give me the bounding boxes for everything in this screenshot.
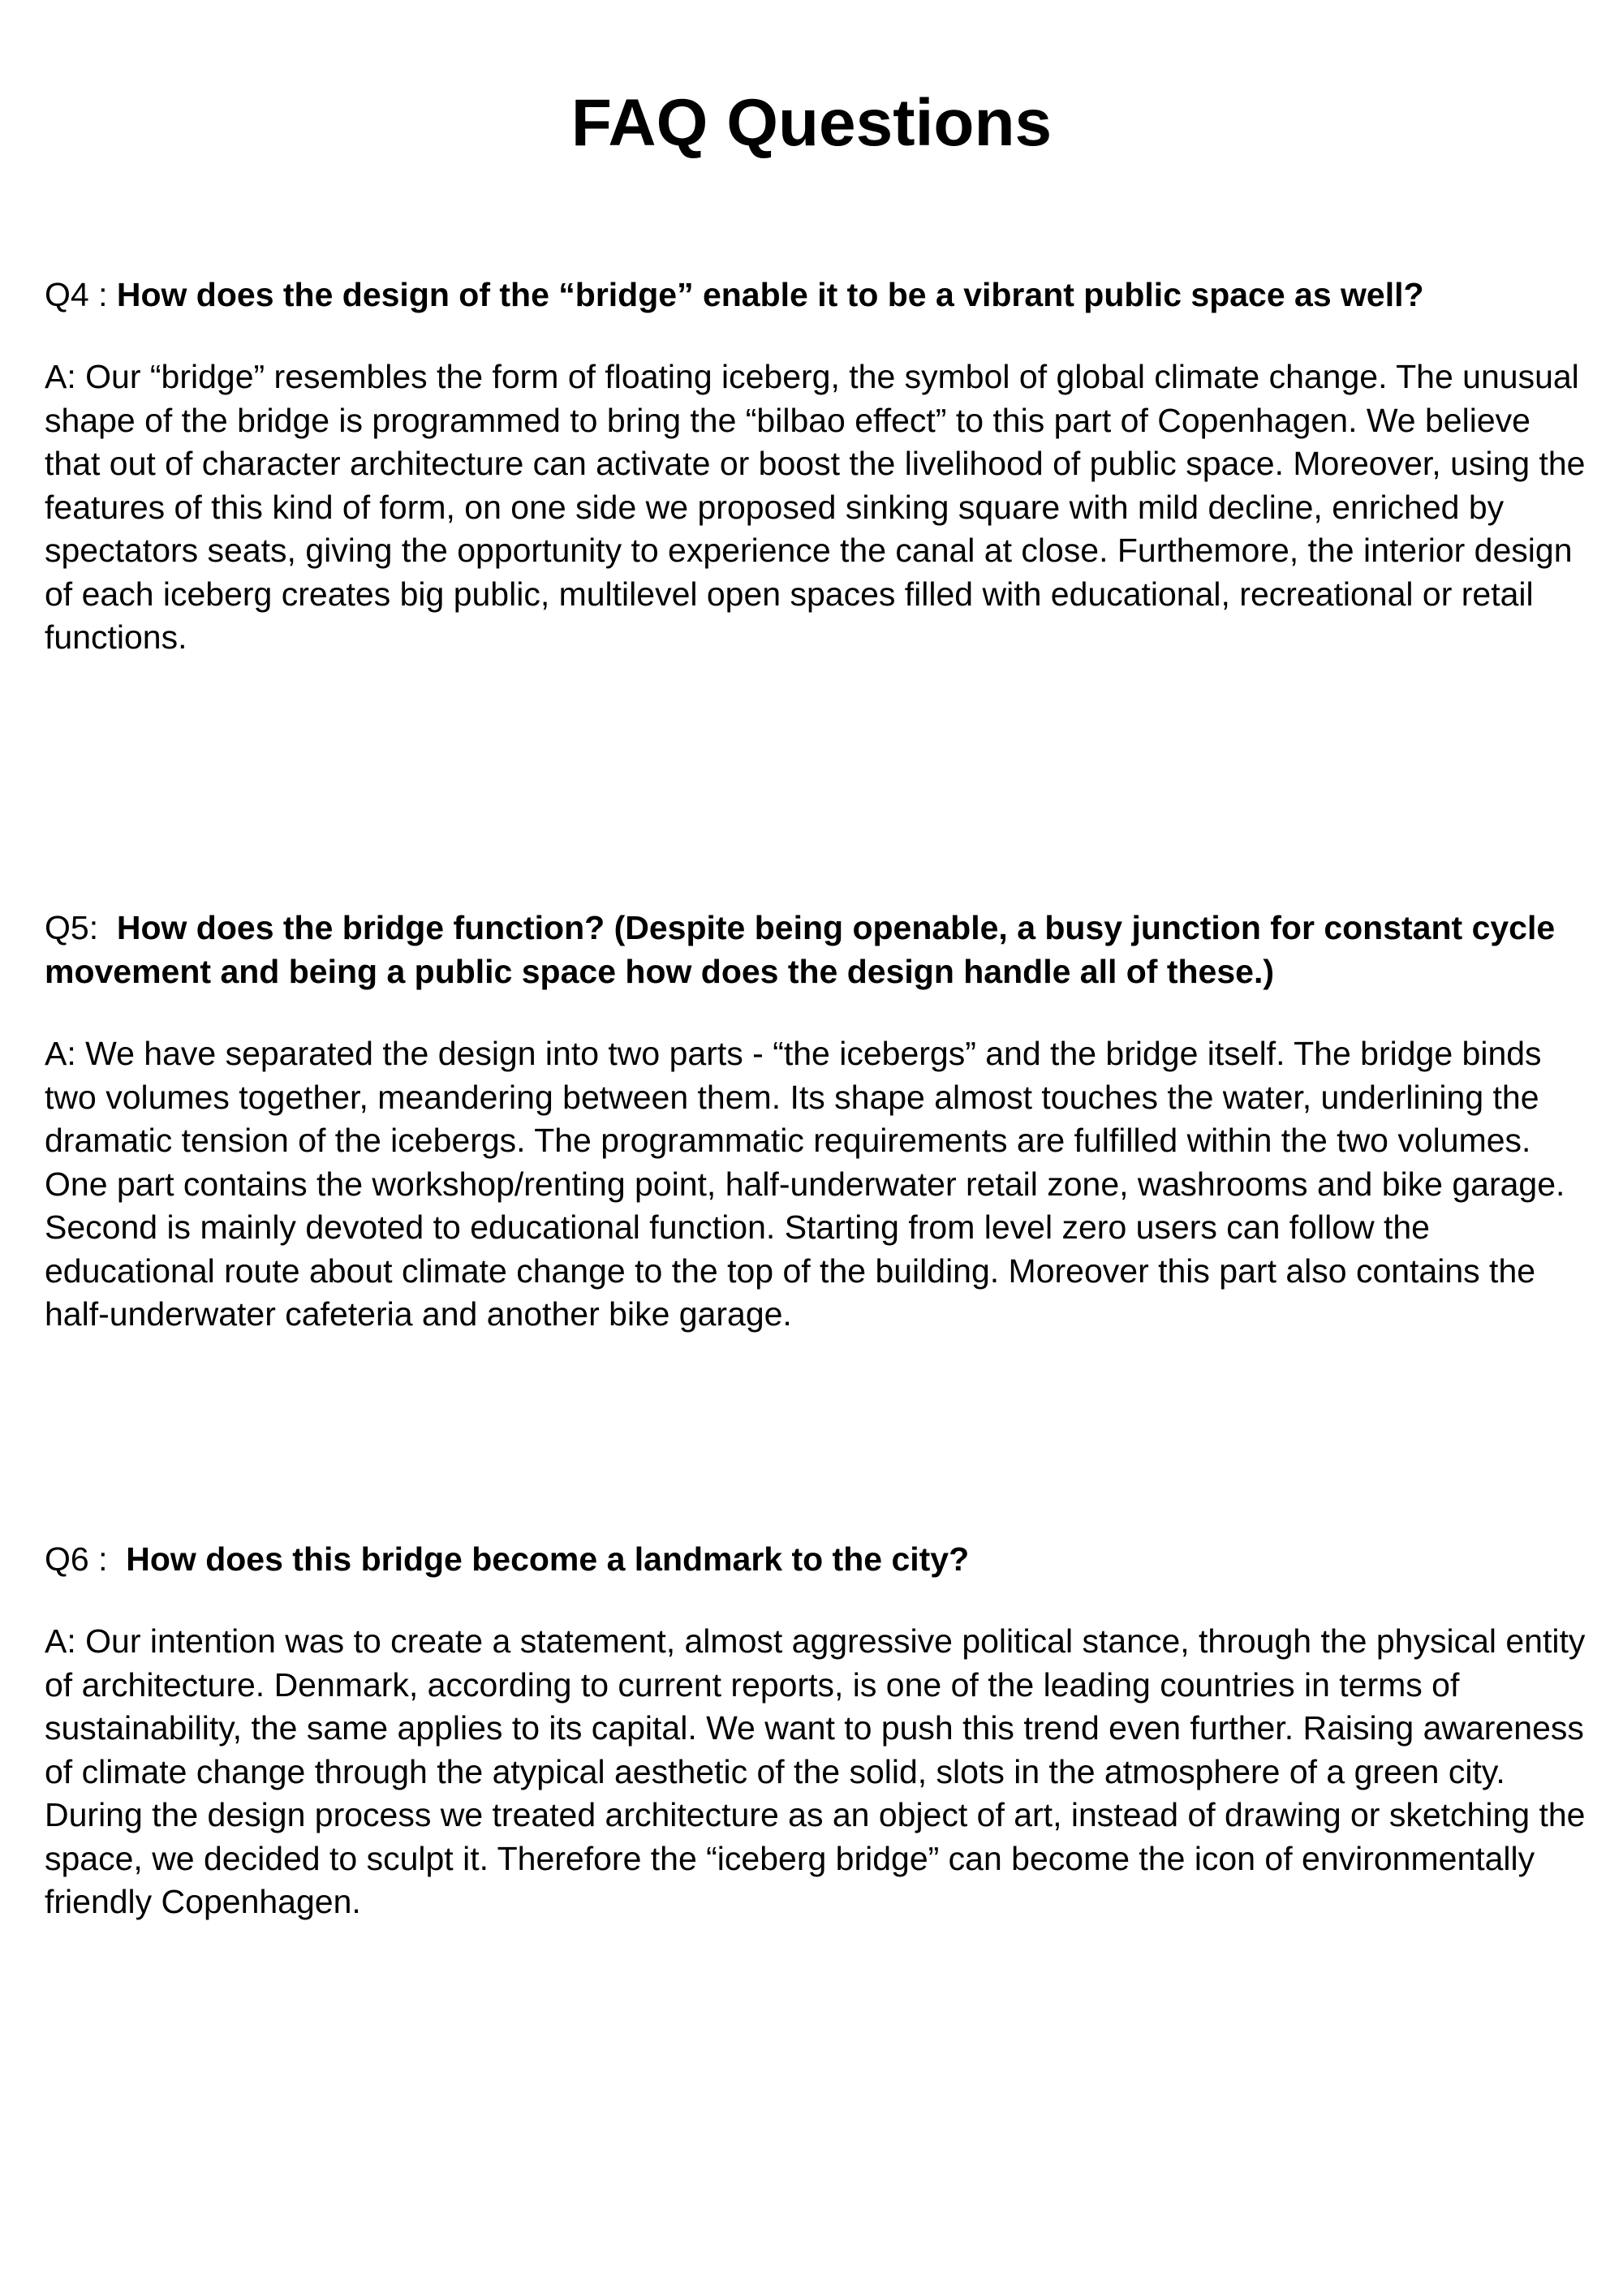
faq-answer: A: We have separated the design into two parts - “the icebergs” and the bridge itself. The bridge binds two volumes together, meandering between them. Its shape almost touches the water, underlining the dramatic tension of the icebergs. The programmatic requirements are fulfilled within the two volumes. One part contains the workshop/renting point, half-underwater retail zone, washrooms and bike garage. Second is mainly devoted to educational function. Starting from level zero users can follow the educational route about climate change to the top of the building. Moreover this part also contains the half-underwater cafeteria and another bike garage.: [45, 1035, 1565, 1333]
faq-item-q6: [45, 1537, 1586, 1924]
faq-answer: A: Our intention was to create a statement, almost aggressive political stance, through the physical entity of architecture. Denmark, according to current reports, is one of the leading countries in terms of sustainability, the same applies to its capital. We want to push this trend even further. Raising awareness of climate change through the atypical aesthetic of the solid, slots in the atmosphere of a green city. During the design process we treated architecture as an object of art, instead of drawing or sketching the space, we decided to sculpt it. Therefore the “iceberg bridge” can become the icon of environmentally friendly Copenhagen.: [45, 1622, 1586, 1920]
question-text: How does the design of the “bridge” enable it to be a vibrant public space as well?: [116, 276, 1424, 313]
faq-question: [45, 1537, 1586, 1581]
question-text: How does the bridge function? (Despite being openable, a busy junction for constant cycle movement and being a public space how does the design handle all of these.): [45, 909, 1556, 990]
page-title: FAQ Questions: [570, 86, 1053, 160]
question-label: Q5:: [45, 909, 117, 946]
question-label: Q6 :: [45, 1540, 127, 1578]
question-text: How does this bridge become a landmark to the city?: [126, 1540, 970, 1578]
faq-item-q5: [45, 906, 1586, 1337]
faq-item-q4: [45, 273, 1586, 660]
faq-answer: A: Our “bridge” resembles the form of floating iceberg, the symbol of global climate change. The unusual shape of the bridge is programmed to bring the “bilbao effect” to this part of Copenhagen. We believe that out of character architecture can activate or boost the livelihood of public space. Moreover, using the features of this kind of form, on one side we proposed sinking square with mild decline, enriched by spectators seats, giving the opportunity to experience the canal at close. Furthemore, the interior design of each iceberg creates big public, multilevel open spaces filled with educational, recreational or retail functions.: [45, 358, 1586, 656]
question-label: Q4 :: [45, 276, 117, 313]
faq-question: [45, 273, 1586, 317]
faq-question: [45, 906, 1586, 993]
